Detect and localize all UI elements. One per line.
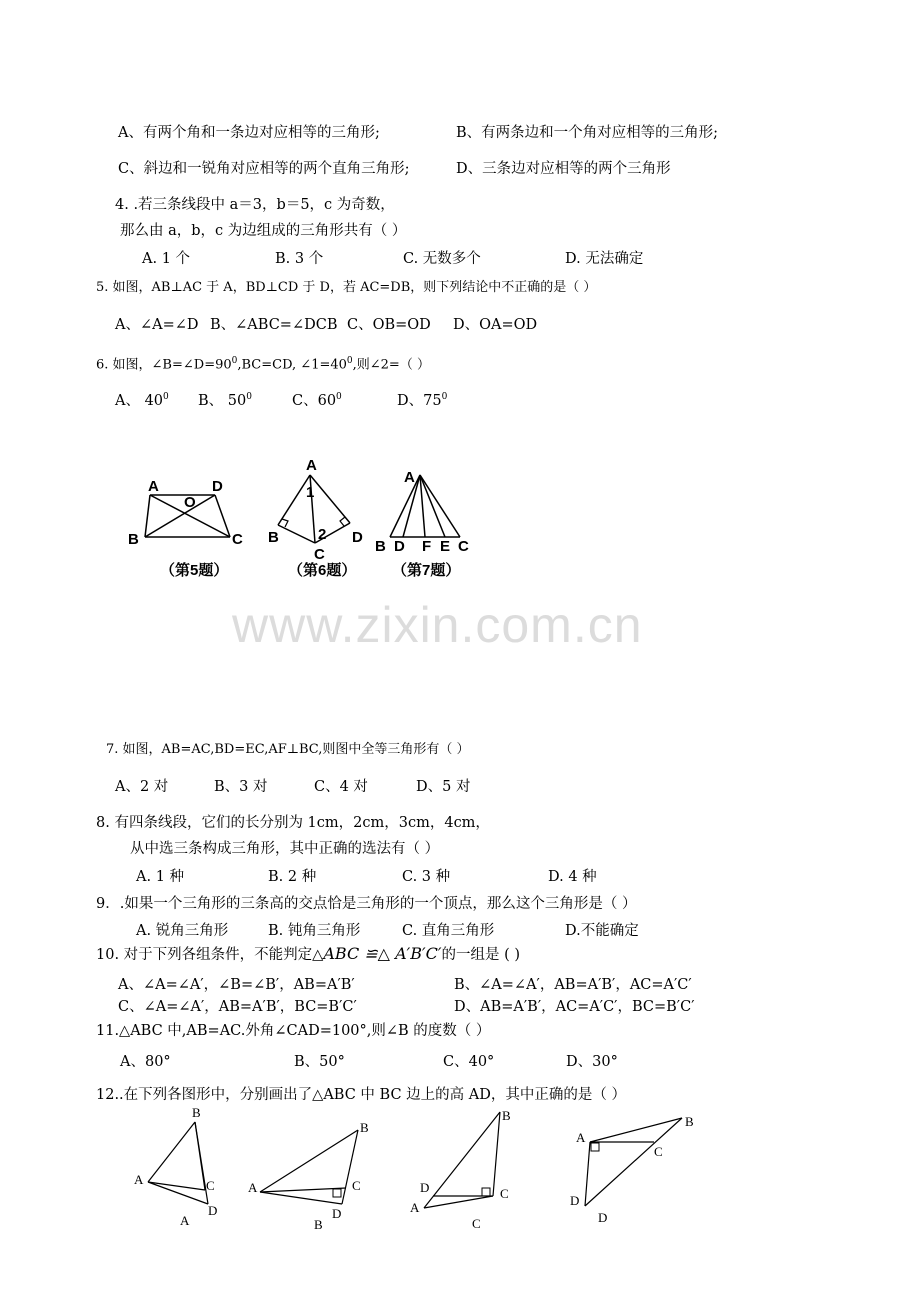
fig5-label-o: O (184, 494, 196, 511)
q12-figures (120, 1100, 720, 1240)
q8-option-c: C. 3 种 (402, 869, 451, 885)
q12-fig3-label-d: D (420, 1180, 430, 1195)
figure-7 (375, 469, 469, 579)
fig6-label-1: 1 (306, 484, 315, 501)
q8-stem-line2: 从中选三条构成三角形，其中正确的选法有（ ） (130, 841, 440, 857)
q12-fig2-label-c: C (352, 1178, 361, 1193)
q9-option-d: D.不能确定 (565, 923, 639, 939)
fig5-label-a: A (148, 478, 159, 495)
fig6-label-2: 2 (318, 526, 327, 543)
fig7-label-b: B (375, 538, 386, 555)
q10-stem: 10. 对于下列各组条件，不能判定△ABC ≌△ A′B′C′的一组是 ( ) (96, 944, 521, 963)
q6-option-d: D、$75^0$ (397, 392, 448, 409)
q9-option-a: A. 锐角三角形 (136, 923, 229, 939)
q12-figure-4 (570, 1114, 694, 1225)
fig7-label-e: E (440, 538, 451, 555)
q9-stem: 9．.如果一个三角形的三条高的交点恰是三角形的一个顶点，那么这个三角形是（ ） (96, 896, 637, 912)
q9-option-c: C. 直角三角形 (402, 923, 495, 939)
q10-option-c: C、∠A=∠A′，AB=A′B′，BC=B′C′ (118, 999, 357, 1015)
figure-6 (268, 457, 363, 579)
figures-5-6-7 (120, 455, 480, 585)
q12-stem: 12..在下列各图形中，分别画出了△ABC 中 BC 边上的高 AD，其中正确的是（ ） (96, 1087, 626, 1103)
q12-figure-2 (248, 1120, 369, 1232)
q12-fig4-label-c: C (654, 1144, 663, 1159)
fig5-caption: （第5题） (160, 562, 229, 579)
q11-option-b: B、50° (294, 1054, 345, 1070)
q8-option-b: B. 2 种 (268, 869, 317, 885)
q6-option-b: B、 $50^0$ (198, 392, 252, 409)
fig6-label-c: C (314, 546, 325, 563)
q10-option-d: D、AB=A′B′，AC=A′C′，BC=B′C′ (454, 999, 695, 1015)
q6-option-c: C、$60^0$ (292, 392, 342, 409)
q12-fig2-label-b2: B (314, 1217, 323, 1232)
q11-option-a: A、80° (120, 1054, 171, 1070)
q6-option-a: A、 $40^0$ (115, 392, 169, 409)
q8-option-a: A. 1 种 (136, 869, 185, 885)
fig7-label-d: D (394, 538, 405, 555)
fig6-label-a: A (306, 457, 317, 474)
q6-stem: 6. 如图，$\angle B=\angle D=90^0,BC=CD$, $\angle 1=40^0$,则∠2=（ ） (96, 356, 430, 373)
q12-fig2-label-b: B (360, 1120, 369, 1135)
fig5-label-d: D (212, 478, 223, 495)
q5-stem: 5. 如图，AB⊥AC 于 A，BD⊥CD 于 D，若 AC=DB，则下列结论中不正确的是（ ） (96, 280, 597, 295)
q12-fig4-label-d2: D (598, 1210, 608, 1225)
q12-fig3-label-c: C (500, 1186, 509, 1201)
q12-fig2-label-a: A (248, 1180, 258, 1195)
q3-option-c: C、斜边和一锐角对应相等的两个直角三角形; (118, 161, 410, 177)
fig6-caption: （第6题） (288, 562, 357, 579)
q12-fig4-label-a: A (576, 1130, 586, 1145)
fig7-label-c: C (458, 538, 469, 555)
q12-fig3-label-c2: C (472, 1216, 481, 1231)
q12-fig3-label-b: B (502, 1108, 511, 1123)
q11-option-d: D、30° (566, 1054, 618, 1070)
q4-option-d: D. 无法确定 (565, 251, 644, 267)
q10-option-b: B、∠A=∠A′，AB=A′B′，AC=A′C′ (454, 977, 692, 993)
q12-fig1-label-b: B (192, 1105, 201, 1120)
q12-fig1-label-c: C (206, 1178, 215, 1193)
q7-option-a: A、2 对 (115, 779, 169, 795)
q12-fig4-label-d: D (570, 1193, 580, 1208)
q11-stem: 11.△ABC 中,AB=AC.外角∠CAD=100°,则∠B 的度数（ ） (96, 1023, 491, 1039)
figure-5 (128, 478, 243, 579)
q12-fig4-label-b: B (685, 1114, 694, 1129)
fig6-label-d: D (352, 529, 363, 546)
q5-option-a: A、∠A=∠D (115, 317, 199, 333)
q11-option-c: C、40° (443, 1054, 495, 1070)
q12-fig1-label-a2: A (180, 1213, 190, 1228)
fig6-label-b: B (268, 529, 279, 546)
q10-option-a: A、∠A=∠A′，∠B=∠B′，AB=A′B′ (118, 977, 355, 993)
q5-option-b: B、∠ABC=∠DCB (210, 317, 338, 333)
q7-option-d: D、5 对 (416, 779, 471, 795)
q3-option-b: B、有两条边和一个角对应相等的三角形; (456, 125, 719, 141)
q8-option-d: D. 4 种 (548, 869, 597, 885)
q4-option-c: C. 无数多个 (403, 251, 481, 267)
q12-fig1-label-a: A (134, 1172, 144, 1187)
q12-fig1-label-d: D (208, 1203, 218, 1218)
q4-stem-line2: 那么由 a，b，c 为边组成的三角形共有（ ） (120, 223, 407, 239)
q8-stem-line1: 8. 有四条线段，它们的长分别为 1cm，2cm，3cm，4cm， (96, 815, 490, 831)
q12-figure-3 (410, 1108, 511, 1231)
q3-option-a: A、有两个角和一条边对应相等的三角形; (118, 125, 380, 141)
q7-option-b: B、3 对 (214, 779, 268, 795)
fig7-label-f: F (422, 538, 432, 555)
q7-option-c: C、4 对 (314, 779, 368, 795)
q5-option-d: D、OA=OD (453, 317, 538, 333)
watermark: www.zixin.com.cn (232, 597, 643, 653)
q9-option-b: B. 钝角三角形 (268, 923, 361, 939)
q3-option-d: D、三条边对应相等的两个三角形 (456, 161, 671, 177)
q4-option-a: A. 1 个 (142, 251, 191, 267)
fig7-label-a: A (404, 469, 415, 486)
q5-option-c: C、OB=OD (347, 317, 431, 333)
fig7-caption: （第7题） (392, 562, 461, 579)
fig5-label-b: B (128, 531, 139, 548)
q12-fig3-label-a: A (410, 1200, 420, 1215)
q12-fig2-label-d: D (332, 1206, 342, 1221)
q12-figure-1 (134, 1105, 217, 1228)
fig5-label-c: C (232, 531, 243, 548)
q7-stem: 7. 如图，AB=AC,BD=EC,AF⊥BC,则图中全等三角形有（ ） (106, 742, 470, 757)
q4-stem-line1: 4. .若三条线段中 a＝3，b＝5，c 为奇数， (115, 197, 395, 213)
q4-option-b: B. 3 个 (275, 251, 324, 267)
